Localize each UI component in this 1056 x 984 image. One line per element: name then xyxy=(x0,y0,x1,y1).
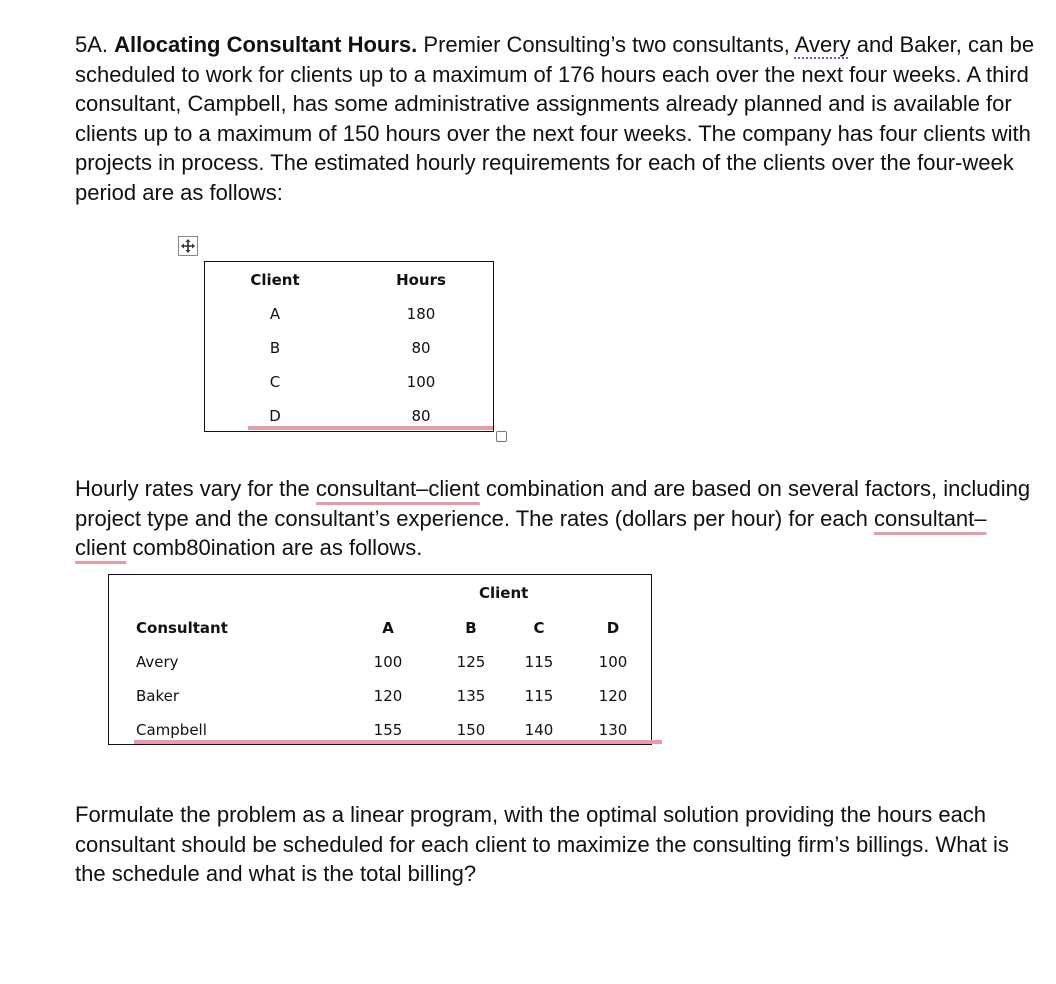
hours-table-cell: 180 xyxy=(406,305,436,323)
grammar-underline xyxy=(134,740,662,744)
hours-table-header-client: Client xyxy=(250,271,300,289)
hours-table-header-hours: Hours xyxy=(396,271,446,289)
rates-table xyxy=(108,574,652,745)
rates-table-cell: 115 xyxy=(524,687,554,705)
hours-table-cell: A xyxy=(269,305,281,323)
hours-table xyxy=(204,261,494,432)
rates-table-consultant: Avery xyxy=(136,653,179,671)
problem-statement xyxy=(75,30,1035,207)
rates-table-cell: 140 xyxy=(524,721,554,739)
hours-table-cell: 80 xyxy=(411,407,431,425)
rates-table-cell: 100 xyxy=(598,653,628,671)
rates-table-consultant: Baker xyxy=(136,687,180,705)
rates-table-cell: 135 xyxy=(456,687,486,705)
hours-table-cell: D xyxy=(269,407,281,425)
rates-text-a: Hourly rates vary for the xyxy=(75,476,310,501)
rates-table-consultant: Campbell xyxy=(136,721,207,739)
problem-text-1b: and Baker, can be scheduled to work for clients up to a maximum of 176 hours each over the next four weeks. A third consultant, Campbell, has some administrative assignments already planned and is available for clients up to a maximum of 150 hours over the next four weeks. The company has four clients with projects in process. The estimated hourly requirements for each of the clients over the four-week period are as follows: xyxy=(75,32,1035,205)
rates-table-cell: 130 xyxy=(598,721,628,739)
problem-title: Allocating Consultant Hours. xyxy=(114,32,418,57)
hours-table-cell: 100 xyxy=(406,373,436,391)
hours-table-cell: C xyxy=(269,373,281,391)
rates-table-cell: 150 xyxy=(456,721,486,739)
rates-paragraph xyxy=(75,474,1035,563)
problem-text-1a: Premier Consulting’s two consultants, xyxy=(423,32,790,57)
grammar-flag-consultant-client[interactable]: consultant–client xyxy=(315,476,480,501)
hours-table-cell: 80 xyxy=(411,339,431,357)
rates-table-cell: 115 xyxy=(524,653,554,671)
rates-table-col-header: D xyxy=(606,619,620,637)
rates-table-cell: 155 xyxy=(373,721,403,739)
rates-text-c: comb80ination are as follows. xyxy=(132,535,423,560)
problem-number: 5A. xyxy=(75,32,109,57)
hours-table-cell: B xyxy=(269,339,281,357)
rates-table-cell: 125 xyxy=(456,653,486,671)
rates-table-cell: 120 xyxy=(373,687,403,705)
table-move-icon[interactable] xyxy=(178,236,198,256)
grammar-underline xyxy=(248,426,493,430)
resize-handle-icon[interactable] xyxy=(496,431,507,442)
rates-table-col-header: A xyxy=(382,619,394,637)
rates-table-col-header: B xyxy=(465,619,477,637)
grammar-flag-consultant-client-2[interactable]: consultant–client xyxy=(75,505,987,560)
rates-table-group-header: Client xyxy=(479,584,529,602)
question-paragraph: Formulate the problem as a linear program, with the optimal solution providing the hours each consultant should be scheduled for each client to maximize the consulting firm’s billings. What is the schedule and what is the total billing? xyxy=(75,802,1009,886)
rates-table-cell: 120 xyxy=(598,687,628,705)
rates-table-col-header: C xyxy=(533,619,545,637)
spellcheck-word-avery[interactable]: Avery xyxy=(794,32,851,57)
rates-text-b: combination and are based on several factors, including project type and the consultant’s experience. The rates (dollars per hour) for each xyxy=(75,476,1031,531)
rates-table-row-header: Consultant xyxy=(136,619,228,637)
rates-table-cell: 100 xyxy=(373,653,403,671)
